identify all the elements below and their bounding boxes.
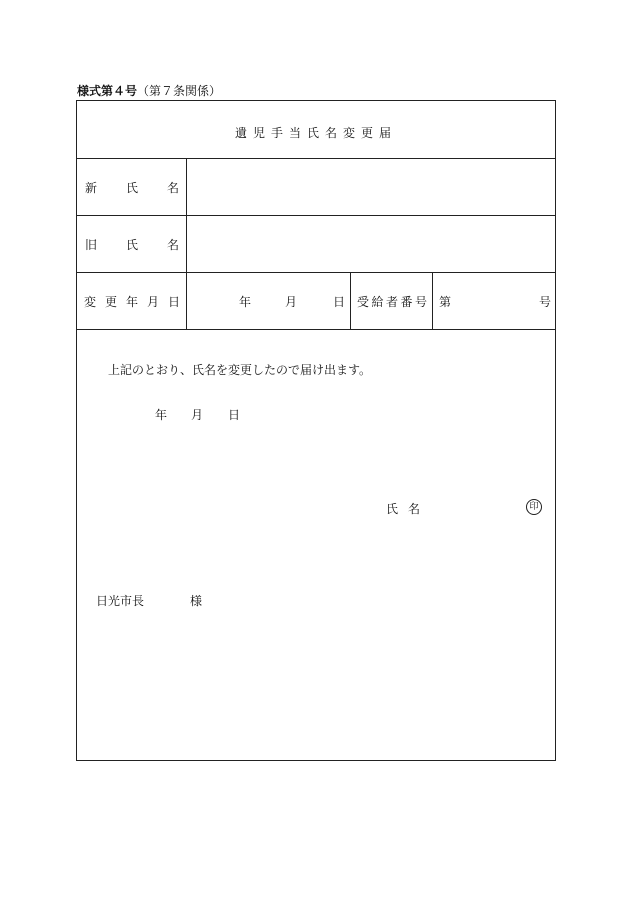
change-date-day-unit: 日 bbox=[333, 295, 346, 309]
new-name-label: 新 氏 名 bbox=[85, 181, 179, 195]
change-date-label: 変 更 年 月 日 bbox=[84, 295, 180, 309]
divider-change-date bbox=[77, 329, 555, 330]
submission-year-unit: 年 bbox=[155, 408, 168, 422]
recipient-number-prefix: 第 bbox=[439, 295, 452, 309]
recipient-number-field[interactable] bbox=[433, 273, 555, 329]
applicant-name-field[interactable] bbox=[427, 493, 523, 521]
honorific: 様 bbox=[190, 594, 203, 608]
new-name-field[interactable] bbox=[187, 159, 555, 215]
statement-text: 上記のとおり、氏名を変更したので届け出ます。 bbox=[108, 363, 372, 377]
change-date-year-unit: 年 bbox=[239, 295, 252, 309]
addressee: 日光市長 bbox=[96, 594, 145, 608]
submission-month-unit: 月 bbox=[191, 408, 204, 422]
change-date-field[interactable] bbox=[187, 273, 350, 329]
seal-icon: 印 bbox=[526, 499, 542, 515]
form-number-bold: 様式第４号 bbox=[77, 84, 138, 98]
old-name-label: 旧 氏 名 bbox=[85, 238, 179, 252]
form-number-note: （第７条関係） bbox=[137, 84, 222, 98]
form-frame bbox=[76, 100, 556, 761]
submission-day-unit: 日 bbox=[228, 408, 241, 422]
form-title: 遺児手当氏名変更届 bbox=[234, 126, 397, 140]
form-number bbox=[77, 82, 221, 99]
recipient-number-suffix: 号 bbox=[539, 295, 552, 309]
recipient-number-label: 受 給 者 番 号 bbox=[357, 295, 427, 309]
submission-date-field[interactable] bbox=[147, 401, 247, 425]
date-divider bbox=[350, 272, 351, 329]
applicant-name-label: 氏 名 bbox=[386, 502, 420, 516]
change-date-month-unit: 月 bbox=[285, 295, 298, 309]
old-name-field[interactable] bbox=[187, 216, 555, 272]
